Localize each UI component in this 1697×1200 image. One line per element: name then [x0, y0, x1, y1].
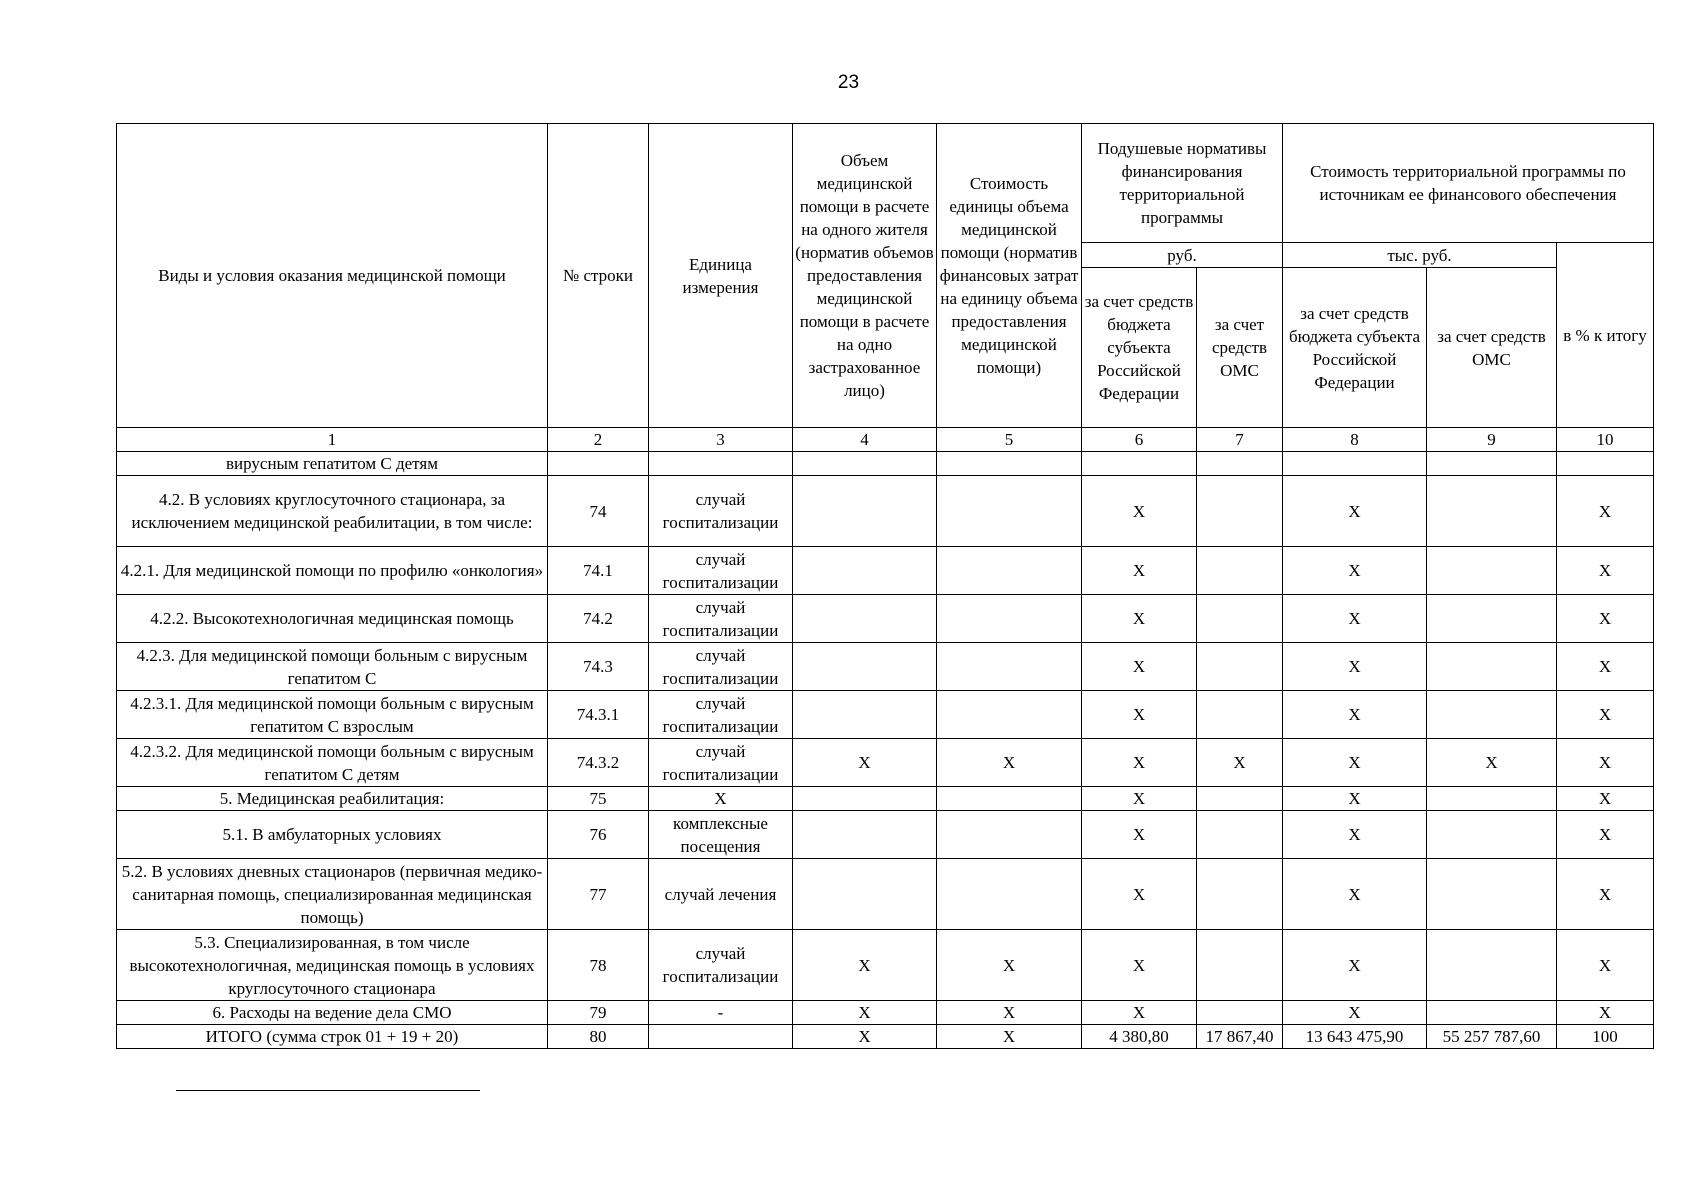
cell-unit-cost: X: [937, 1025, 1082, 1049]
cell-percent-total: X: [1557, 811, 1654, 859]
cell-percent-total: X: [1557, 547, 1654, 595]
table-row: [117, 930, 1654, 1001]
row-name: ИТОГО (сумма строк 01 + 19 + 20): [117, 1025, 548, 1049]
cell-budget-per-capita: X: [1082, 1001, 1197, 1025]
row-number: 74: [548, 476, 649, 547]
column-number: 5: [937, 428, 1082, 452]
cell-percent-total: X: [1557, 643, 1654, 691]
table-row: [117, 452, 1654, 476]
cell-budget-per-capita: X: [1082, 739, 1197, 787]
cell-oms-cost: [1427, 859, 1557, 930]
row-unit: случай госпитализации: [649, 476, 793, 547]
cell-unit-cost: [937, 691, 1082, 739]
cell-oms-cost: [1427, 930, 1557, 1001]
cell-oms-per-capita: X: [1197, 739, 1283, 787]
cell-budget-cost: X: [1283, 859, 1427, 930]
cell-budget-cost: X: [1283, 1001, 1427, 1025]
row-name: 5.2. В условиях дневных стационаров (первичная медико-санитарная помощь, специализированная медицинская помощь): [117, 859, 548, 930]
row-name: 4.2. В условиях круглосуточного стационара, за исключением медицинской реабилитации, в том числе:: [117, 476, 548, 547]
cell-oms-cost: [1427, 452, 1557, 476]
cell-unit-cost: [937, 859, 1082, 930]
row-number: 79: [548, 1001, 649, 1025]
cell-unit-cost: [937, 547, 1082, 595]
cell-budget-cost: 13 643 475,90: [1283, 1025, 1427, 1049]
cell-budget-per-capita: X: [1082, 595, 1197, 643]
cell-volume: X: [793, 1025, 937, 1049]
header-per-capita-group: Подушевые нормативы финансирования территориальной программы: [1082, 124, 1283, 243]
row-unit: [649, 1025, 793, 1049]
cell-oms-cost: [1427, 1001, 1557, 1025]
cell-percent-total: 100: [1557, 1025, 1654, 1049]
cell-budget-per-capita: X: [1082, 930, 1197, 1001]
column-number: 8: [1283, 428, 1427, 452]
header-kinds: Виды и условия оказания медицинской помощи: [117, 124, 548, 428]
cell-oms-per-capita: 17 867,40: [1197, 1025, 1283, 1049]
column-number: 1: [117, 428, 548, 452]
column-number: 6: [1082, 428, 1197, 452]
column-number: 9: [1427, 428, 1557, 452]
row-name: 4.2.2. Высокотехнологичная медицинская помощь: [117, 595, 548, 643]
table-row: [117, 547, 1654, 595]
row-unit: случай лечения: [649, 859, 793, 930]
cell-percent-total: X: [1557, 595, 1654, 643]
cell-volume: [793, 547, 937, 595]
header-unit: Единица измерения: [649, 124, 793, 428]
cell-unit-cost: [937, 452, 1082, 476]
row-unit: [649, 452, 793, 476]
cell-budget-per-capita: X: [1082, 859, 1197, 930]
footnote-separator: [176, 1090, 480, 1091]
cell-unit-cost: X: [937, 739, 1082, 787]
cell-oms-cost: 55 257 787,60: [1427, 1025, 1557, 1049]
cell-oms-per-capita: [1197, 811, 1283, 859]
row-number: 74.1: [548, 547, 649, 595]
row-name: 4.2.3.2. Для медицинской помощи больным с вирусным гепатитом С детям: [117, 739, 548, 787]
cell-percent-total: X: [1557, 787, 1654, 811]
header-budget-cost: за счет средств бюджета субъекта Российской Федерации: [1283, 268, 1427, 428]
row-number: 75: [548, 787, 649, 811]
cell-oms-per-capita: [1197, 595, 1283, 643]
cell-oms-cost: X: [1427, 739, 1557, 787]
cell-volume: X: [793, 930, 937, 1001]
row-unit: X: [649, 787, 793, 811]
header-percent-total: в % к итогу: [1557, 243, 1654, 428]
cell-budget-cost: X: [1283, 595, 1427, 643]
cell-oms-per-capita: [1197, 643, 1283, 691]
program-cost-table: [116, 123, 1654, 1049]
cell-percent-total: X: [1557, 476, 1654, 547]
cell-volume: [793, 643, 937, 691]
cell-oms-cost: [1427, 547, 1557, 595]
row-unit: случай госпитализации: [649, 547, 793, 595]
header-budget-per-capita: за счет средств бюджета субъекта Российской Федерации: [1082, 268, 1197, 428]
table-row: [117, 476, 1654, 547]
row-name: 4.2.3.1. Для медицинской помощи больным с вирусным гепатитом С взрослым: [117, 691, 548, 739]
table-row: [117, 1025, 1654, 1049]
cell-percent-total: X: [1557, 739, 1654, 787]
cell-budget-per-capita: X: [1082, 643, 1197, 691]
cell-volume: [793, 811, 937, 859]
cell-budget-cost: X: [1283, 643, 1427, 691]
row-name: 5.1. В амбулаторных условиях: [117, 811, 548, 859]
column-numbers-row: [117, 428, 1654, 452]
column-number: 10: [1557, 428, 1654, 452]
cell-unit-cost: X: [937, 1001, 1082, 1025]
cell-oms-per-capita: [1197, 452, 1283, 476]
row-name: 6. Расходы на ведение дела СМО: [117, 1001, 548, 1025]
cell-unit-cost: [937, 595, 1082, 643]
cell-oms-cost: [1427, 691, 1557, 739]
cell-budget-cost: X: [1283, 787, 1427, 811]
table-body: [117, 452, 1654, 1049]
cell-oms-cost: [1427, 787, 1557, 811]
cell-budget-per-capita: X: [1082, 691, 1197, 739]
page-number: 23: [837, 72, 860, 93]
row-name: 4.2.3. Для медицинской помощи больным с вирусным гепатитом С: [117, 643, 548, 691]
cell-budget-per-capita: X: [1082, 476, 1197, 547]
header-oms-cost: за счет средств ОМС: [1427, 268, 1557, 428]
cell-percent-total: X: [1557, 859, 1654, 930]
row-name: 5. Медицинская реабилитация:: [117, 787, 548, 811]
header-rub: руб.: [1082, 243, 1283, 268]
cell-volume: X: [793, 1001, 937, 1025]
cell-volume: [793, 859, 937, 930]
cell-unit-cost: [937, 811, 1082, 859]
cell-volume: X: [793, 739, 937, 787]
row-unit: случай госпитализации: [649, 691, 793, 739]
cell-volume: [793, 452, 937, 476]
cell-volume: [793, 787, 937, 811]
cell-oms-cost: [1427, 595, 1557, 643]
cell-oms-cost: [1427, 811, 1557, 859]
cell-percent-total: X: [1557, 930, 1654, 1001]
cell-oms-cost: [1427, 643, 1557, 691]
row-name: 4.2.1. Для медицинской помощи по профилю «онкология»: [117, 547, 548, 595]
table-row: [117, 691, 1654, 739]
cell-percent-total: X: [1557, 691, 1654, 739]
cell-budget-cost: X: [1283, 930, 1427, 1001]
table-row: [117, 787, 1654, 811]
row-number: [548, 452, 649, 476]
cell-budget-cost: X: [1283, 691, 1427, 739]
row-number: 80: [548, 1025, 649, 1049]
column-number: 7: [1197, 428, 1283, 452]
cell-oms-cost: [1427, 476, 1557, 547]
row-number: 74.3.2: [548, 739, 649, 787]
cell-budget-per-capita: X: [1082, 811, 1197, 859]
cell-oms-per-capita: [1197, 859, 1283, 930]
cell-budget-per-capita: [1082, 452, 1197, 476]
header-row-number: № строки: [548, 124, 649, 428]
cell-budget-cost: X: [1283, 739, 1427, 787]
cell-volume: [793, 691, 937, 739]
row-unit: -: [649, 1001, 793, 1025]
cell-oms-per-capita: [1197, 787, 1283, 811]
cell-unit-cost: [937, 476, 1082, 547]
header-program-cost-group: Стоимость территориальной программы по источникам ее финансового обеспечения: [1283, 124, 1654, 243]
cell-unit-cost: X: [937, 930, 1082, 1001]
row-unit: случай госпитализации: [649, 739, 793, 787]
row-number: 77: [548, 859, 649, 930]
cell-volume: [793, 595, 937, 643]
row-unit: случай госпитализации: [649, 595, 793, 643]
row-name: 5.3. Специализированная, в том числе высокотехнологичная, медицинская помощь в условиях круглосуточного стационара: [117, 930, 548, 1001]
cell-oms-per-capita: [1197, 1001, 1283, 1025]
row-number: 74.2: [548, 595, 649, 643]
table-row: [117, 595, 1654, 643]
column-number: 2: [548, 428, 649, 452]
cell-volume: [793, 476, 937, 547]
cell-budget-cost: X: [1283, 811, 1427, 859]
cell-budget-per-capita: 4 380,80: [1082, 1025, 1197, 1049]
row-number: 76: [548, 811, 649, 859]
row-name: вирусным гепатитом С детям: [117, 452, 548, 476]
row-number: 74.3.1: [548, 691, 649, 739]
column-number: 3: [649, 428, 793, 452]
table-row: [117, 811, 1654, 859]
cell-unit-cost: [937, 787, 1082, 811]
header-volume: Объем медицинской помощи в расчете на одного жителя (норматив объемов предоставления медицинской помощи в расчете на одно застрахованное лицо): [793, 124, 937, 428]
cell-percent-total: [1557, 452, 1654, 476]
cell-oms-per-capita: [1197, 691, 1283, 739]
row-number: 74.3: [548, 643, 649, 691]
row-unit: случай госпитализации: [649, 930, 793, 1001]
row-unit: случай госпитализации: [649, 643, 793, 691]
cell-budget-per-capita: X: [1082, 787, 1197, 811]
row-unit: комплексные посещения: [649, 811, 793, 859]
column-number: 4: [793, 428, 937, 452]
cell-budget-cost: X: [1283, 476, 1427, 547]
cell-oms-per-capita: [1197, 547, 1283, 595]
cell-oms-per-capita: [1197, 930, 1283, 1001]
table-row: [117, 1001, 1654, 1025]
cell-budget-cost: X: [1283, 547, 1427, 595]
table-row: [117, 643, 1654, 691]
cell-unit-cost: [937, 643, 1082, 691]
header-oms-per-capita: за счет средств ОМС: [1197, 268, 1283, 428]
cell-budget-cost: [1283, 452, 1427, 476]
cell-oms-per-capita: [1197, 476, 1283, 547]
row-number: 78: [548, 930, 649, 1001]
header-thousand-rub: тыс. руб.: [1283, 243, 1557, 268]
table-row: [117, 859, 1654, 930]
header-unit-cost: Стоимость единицы объема медицинской помощи (норматив финансовых затрат на единицу объема предоставления медицинской помощи): [937, 124, 1082, 428]
cell-percent-total: X: [1557, 1001, 1654, 1025]
cell-budget-per-capita: X: [1082, 547, 1197, 595]
table-row: [117, 739, 1654, 787]
